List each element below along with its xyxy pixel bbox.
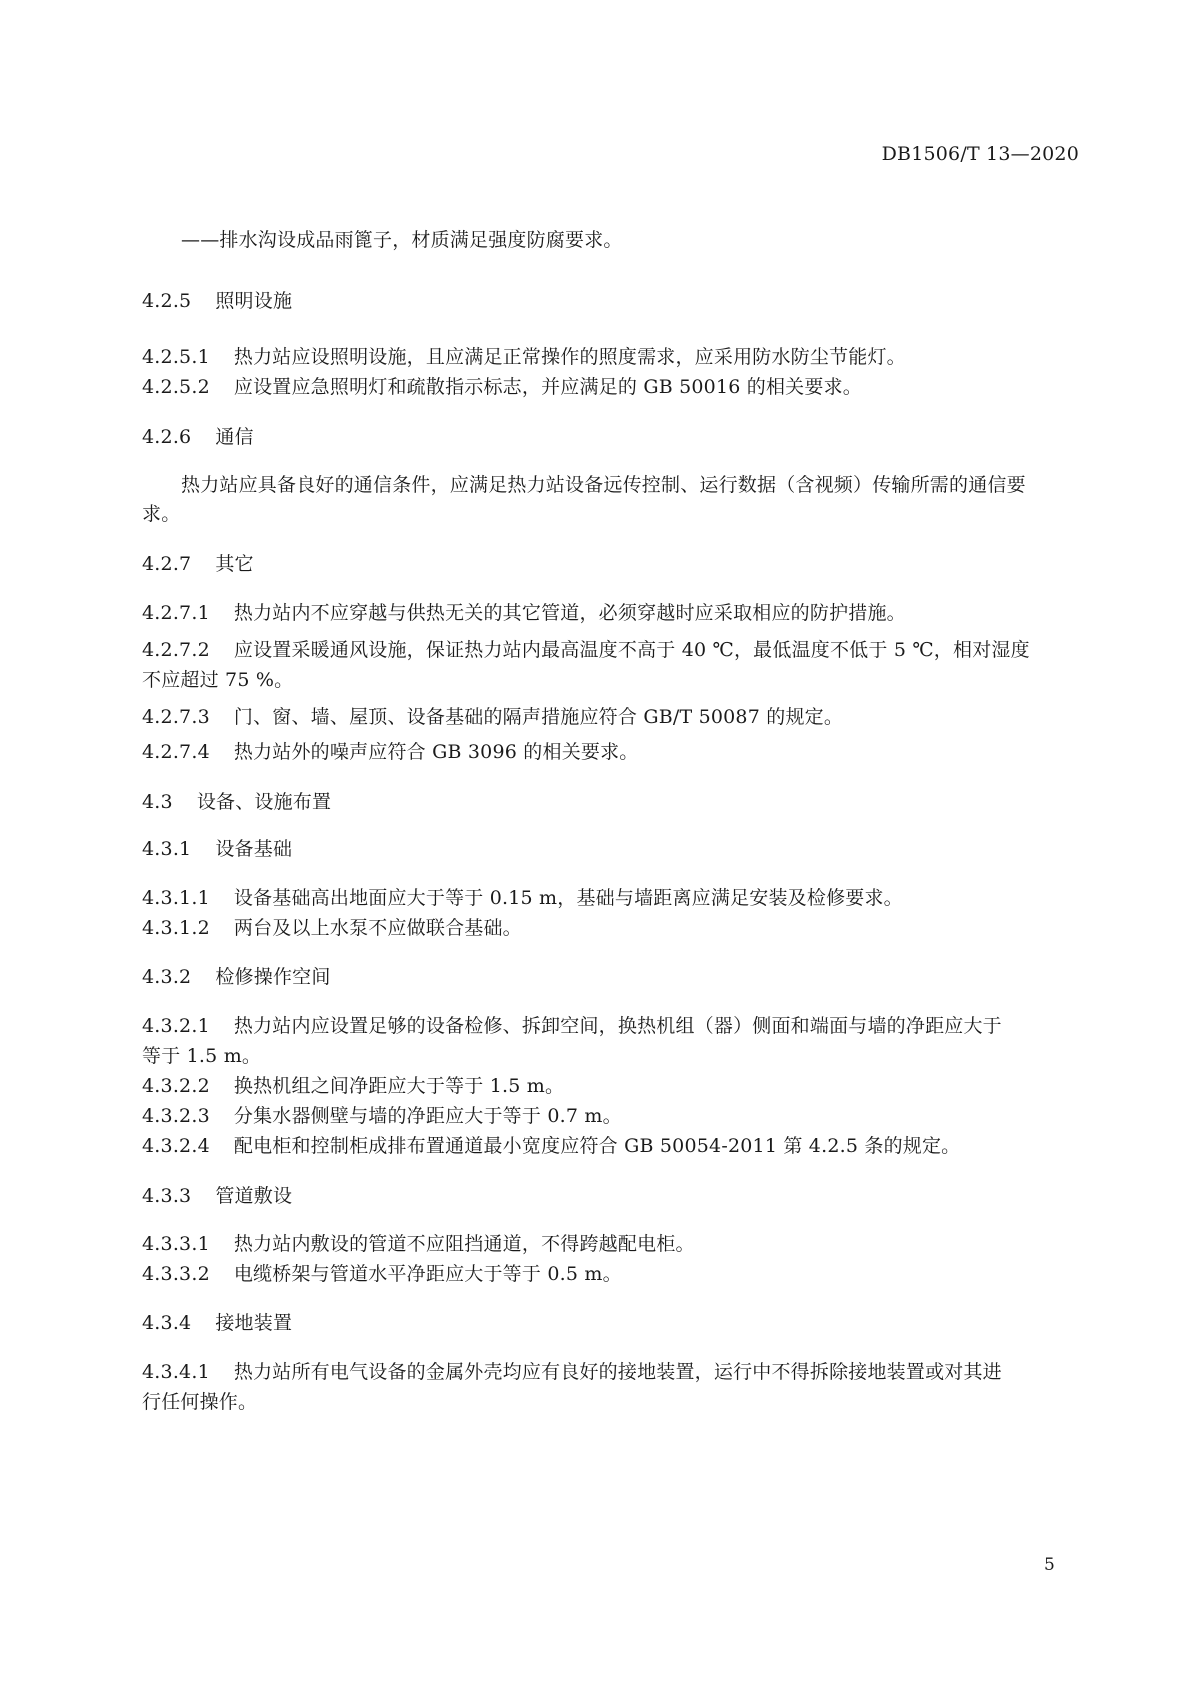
clause-number: 4.3.1.1 bbox=[142, 887, 210, 909]
clause-number: 4.2.7.4 bbox=[142, 741, 210, 763]
clause-number: 4.3.2.4 bbox=[142, 1135, 210, 1157]
section-title: 管道敷设 bbox=[215, 1185, 293, 1207]
section-title: 照明设施 bbox=[215, 290, 293, 312]
clause-4-2-5-2 bbox=[142, 375, 862, 399]
paragraph-line: 求。 bbox=[142, 503, 181, 525]
section-number: 4.3.3 bbox=[142, 1185, 192, 1207]
section-heading-4-3-4 bbox=[142, 1311, 292, 1335]
section-heading-4-3-1 bbox=[142, 837, 292, 861]
clause-text: 热力站所有电气设备的金属外壳均应有良好的接地装置，运行中不得拆除接地装置或对其进 bbox=[233, 1361, 1002, 1383]
clause-number: 4.3.4.1 bbox=[142, 1361, 210, 1383]
clause-4-3-3-1 bbox=[142, 1232, 695, 1256]
clause-4-2-7-1 bbox=[142, 601, 906, 625]
section-title: 接地装置 bbox=[215, 1312, 293, 1334]
clause-4-2-5-1 bbox=[142, 345, 906, 369]
section-heading-4-2-6 bbox=[142, 425, 254, 449]
clause-continuation: 等于 1.5 m。 bbox=[142, 1045, 262, 1067]
clause-4-3-2-3 bbox=[142, 1104, 622, 1128]
section-title: 设备基础 bbox=[215, 838, 293, 860]
page-number: 5 bbox=[1043, 1555, 1055, 1575]
clause-text: 设备基础高出地面应大于等于 0.15 m，基础与墙距离应满足安装及检修要求。 bbox=[233, 887, 903, 909]
clause-text: 热力站内敷设的管道不应阻挡通道，不得跨越配电柜。 bbox=[233, 1233, 695, 1255]
clause-text: 应设置应急照明灯和疏散指示标志，并应满足的 GB 50016 的相关要求。 bbox=[233, 376, 862, 398]
clause-text: 电缆桥架与管道水平净距应大于等于 0.5 m。 bbox=[233, 1263, 622, 1285]
clause-continuation: 不应超过 75 %。 bbox=[142, 669, 294, 691]
section-number: 4.2.7 bbox=[142, 553, 192, 575]
clause-text: 两台及以上水泵不应做联合基础。 bbox=[233, 917, 522, 939]
section-title: 通信 bbox=[215, 426, 254, 448]
clause-4-3-3-2 bbox=[142, 1262, 622, 1286]
section-number: 4.3 bbox=[142, 791, 173, 813]
clause-number: 4.3.3.1 bbox=[142, 1233, 210, 1255]
clause-number: 4.3.2.1 bbox=[142, 1015, 210, 1037]
section-number: 4.2.5 bbox=[142, 290, 192, 312]
section-heading-4-3-2 bbox=[142, 965, 331, 989]
section-number: 4.3.2 bbox=[142, 966, 192, 988]
section-number: 4.2.6 bbox=[142, 426, 192, 448]
clause-number: 4.3.2.3 bbox=[142, 1105, 210, 1127]
clause-4-2-7-4 bbox=[142, 740, 639, 764]
clause-continuation: 行任何操作。 bbox=[142, 1391, 258, 1413]
clause-4-3-1-2 bbox=[142, 916, 522, 940]
clause-text: 热力站内不应穿越与供热无关的其它管道，必须穿越时应采取相应的防护措施。 bbox=[233, 602, 906, 624]
document-code: DB1506/T 13—2020 bbox=[881, 143, 1079, 165]
section-title: 检修操作空间 bbox=[215, 966, 331, 988]
section-title: 设备、设施布置 bbox=[196, 791, 332, 813]
clause-number: 4.2.7.3 bbox=[142, 706, 210, 728]
clause-text: 换热机组之间净距应大于等于 1.5 m。 bbox=[233, 1075, 565, 1097]
clause-number: 4.3.2.2 bbox=[142, 1075, 210, 1097]
clause-4-3-2-1 bbox=[142, 1014, 1002, 1038]
clause-number: 4.2.7.2 bbox=[142, 639, 210, 661]
clause-text: 应设置采暖通风设施，保证热力站内最高温度不高于 40 ℃，最低温度不低于 5 ℃，相对湿度 bbox=[233, 639, 1030, 661]
clause-4-3-2-4 bbox=[142, 1134, 960, 1158]
clause-number: 4.3.3.2 bbox=[142, 1263, 210, 1285]
clause-text: 门、窗、墙、屋顶、设备基础的隔声措施应符合 GB/T 50087 的规定。 bbox=[233, 706, 844, 728]
section-title: 其它 bbox=[215, 553, 254, 575]
clause-text: 热力站内应设置足够的设备检修、拆卸空间，换热机组（器）侧面和端面与墙的净距应大于 bbox=[233, 1015, 1002, 1037]
clause-4-3-1-1 bbox=[142, 886, 903, 910]
section-heading-4-3 bbox=[142, 790, 331, 814]
clause-number: 4.3.1.2 bbox=[142, 917, 210, 939]
section-number: 4.3.4 bbox=[142, 1312, 192, 1334]
clause-4-3-4-1 bbox=[142, 1360, 1002, 1384]
paragraph-line: 热力站应具备良好的通信条件，应满足热力站设备远传控制、运行数据（含视频）传输所需的通信要 bbox=[181, 474, 1026, 496]
clause-number: 4.2.5.1 bbox=[142, 346, 210, 368]
clause-number: 4.2.5.2 bbox=[142, 376, 210, 398]
clause-4-3-2-2 bbox=[142, 1074, 564, 1098]
clause-number: 4.2.7.1 bbox=[142, 602, 210, 624]
section-heading-4-2-7 bbox=[142, 552, 254, 576]
clause-text: 热力站应设照明设施，且应满足正常操作的照度需求，应采用防水防尘节能灯。 bbox=[233, 346, 906, 368]
clause-4-2-7-3 bbox=[142, 705, 843, 729]
list-item-dash: ——排水沟设成品雨篦子，材质满足强度防腐要求。 bbox=[181, 229, 623, 251]
clause-text: 配电柜和控制柜成排布置通道最小宽度应符合 GB 50054-2011 第 4.2.5 条的规定。 bbox=[233, 1135, 961, 1157]
clause-text: 热力站外的噪声应符合 GB 3096 的相关要求。 bbox=[233, 741, 639, 763]
section-heading-4-2-5 bbox=[142, 289, 292, 313]
section-number: 4.3.1 bbox=[142, 838, 192, 860]
section-heading-4-3-3 bbox=[142, 1184, 292, 1208]
clause-text: 分集水器侧壁与墙的净距应大于等于 0.7 m。 bbox=[233, 1105, 622, 1127]
clause-4-2-7-2 bbox=[142, 638, 1030, 662]
